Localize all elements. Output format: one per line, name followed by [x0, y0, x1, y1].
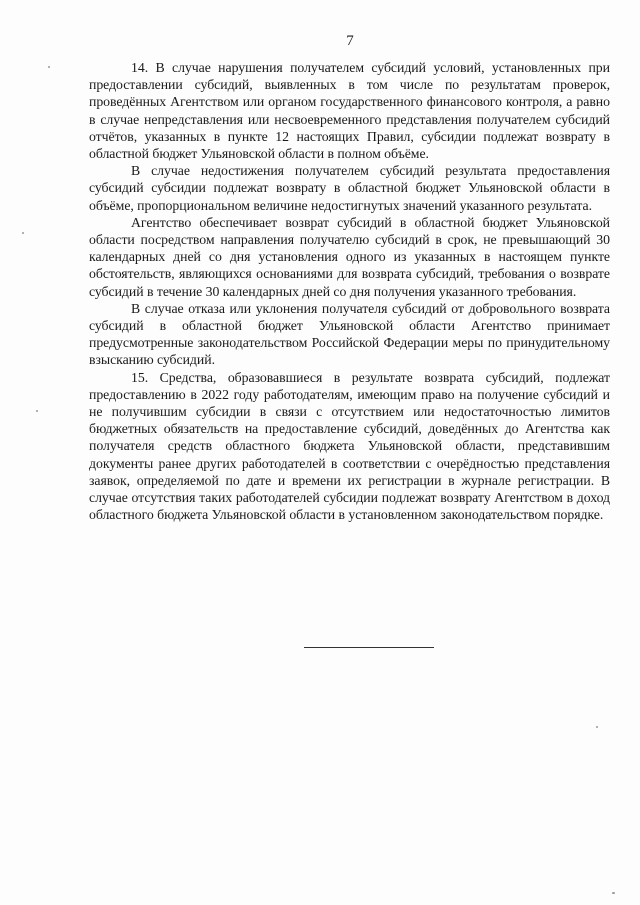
paragraph-14-violation: 14. В случае нарушения получателем субсидий условий, установленных при предоставлении субсидий, выявленных в том числе по результатам проверок, проведённых Агентством или органом государственного финансового контроля, а равно в случае непредставления или несвоевременного представления получателем субсидий отчётов, указанных в пункте 12 настоящих Правил, субсидии подлежат возврату в областной бюджет Ульяновской области в полном объёме.	[89, 60, 610, 162]
document-body	[89, 59, 610, 523]
scan-speck	[22, 232, 24, 234]
paragraph-agency-return: Агентство обеспечивает возврат субсидий в областной бюджет Ульяновской области посредством направления получателю субсидий в срок, не превышающий 30 календарных дней со дня установления одного из указанных в настоящем пункте обстоятельств, являющихся основаниями для возврата субсидий, требования о возврате субсидий в течение 30 календарных дней со дня получения указанного требования.	[89, 214, 610, 299]
paragraph-15-funds: 15. Средства, образовавшиеся в результате возврата субсидий, подлежат предоставлению в 2022 году работодателям, имеющим право на получение субсидий и не получившим субсидии в связи с отсутствием или недостаточностью лимитов бюджетных обязательств на предоставление субсидий, доведённых до Агентства как получателя средств областного бюджета Ульяновской области, представившим документы ранее других работодателей в соответствии с очерёдностью представления заявок, определяемой по дате и времени их регистрации в журнале регистрации. В случае отсутствия таких работодателей субсидии подлежат возврату Агентством в доход областного бюджета Ульяновской области в установленном законодательством порядке.	[89, 369, 610, 523]
paragraph-result-not-achieved: В случае недостижения получателем субсидий результата предоставления субсидий субсидии подлежат возврату в областной бюджет Ульяновской области в объёме, пропорциональном величине недостигнутых значений указанного результата.	[89, 163, 610, 213]
scan-speck	[596, 726, 598, 728]
paragraph-refusal: В случае отказа или уклонения получателя субсидий от добровольного возврата субсидий в областной бюджет Ульяновской области Агентство принимает предусмотренные законодательством Российской Федерации меры по принудительному взысканию субсидий.	[89, 300, 610, 368]
end-separator-line	[304, 647, 434, 648]
page-number: 7	[346, 33, 354, 49]
scan-speck	[48, 66, 50, 68]
scan-speck	[612, 892, 615, 894]
scan-speck	[36, 410, 38, 412]
